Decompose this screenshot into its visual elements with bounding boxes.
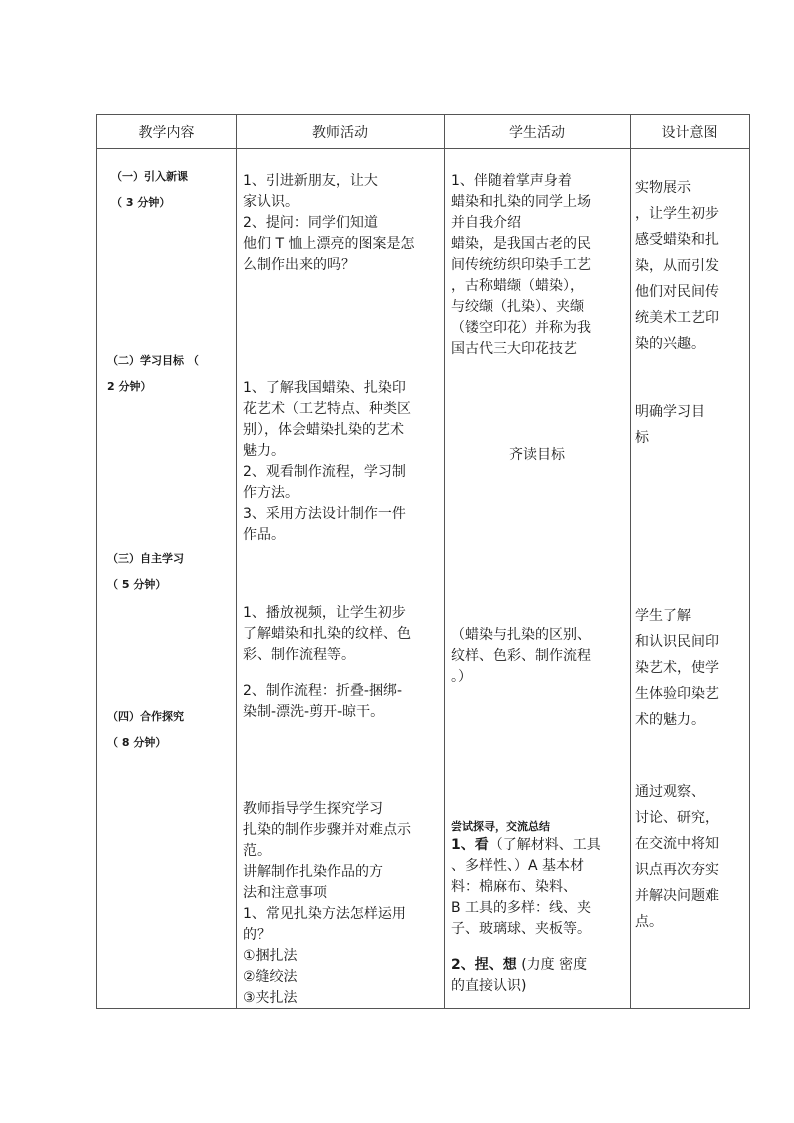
section-title: （一）引入新课 (111, 170, 188, 183)
text-line: 么制作出来的吗？ (243, 257, 355, 273)
text-line: 染制-漂洗-剪开-晾干。 (243, 704, 385, 720)
text-line: 家认识。 (243, 194, 299, 210)
text-line: 2、提问：同学们知道 (243, 215, 378, 231)
section-title: （二）学习目标 （ (107, 354, 199, 367)
text-line: 染，从而引发 (635, 258, 719, 274)
text-line: 学生了解 (635, 608, 691, 624)
text-line: 在交流中将知 (635, 836, 719, 852)
student-block-objectives: 齐读目标 (509, 447, 565, 463)
text-line: B 工具的多样：线、夹 (451, 900, 592, 916)
text-line: 讨论、研究， (635, 810, 719, 826)
intent-block-cooperation (635, 779, 719, 935)
text-line: 统美术工艺印 (635, 310, 719, 326)
text-line (451, 835, 601, 856)
text-line: 1、伴随着掌声身着 (451, 173, 572, 189)
intent-block-self-study (635, 603, 719, 733)
section-duration: （ 5 分钟） (107, 578, 167, 591)
text-line: 了解蜡染和扎染的纹样、色 (243, 626, 411, 642)
text-line: 标 (635, 430, 649, 446)
intent-block-intro (635, 175, 719, 357)
text-line (243, 666, 411, 681)
text-line: （蜡染与扎染的区别、 (451, 627, 591, 643)
text-line: 识点再次夯实 (635, 862, 719, 878)
section-self-study (107, 546, 184, 598)
text-line: 2、制作流程：折叠-捆绑- (243, 683, 403, 699)
text-line: ③夹扎法 (243, 990, 298, 1006)
text-line: 、多样性、）A 基本材 (451, 858, 585, 874)
text-span: (力度 密度 (516, 957, 588, 973)
text-line (451, 955, 601, 976)
text-line: 魅力。 (243, 443, 285, 459)
text-line: 料：棉麻布、染料、 (451, 879, 577, 895)
text-line: 蜡染和扎染的同学上场 (451, 194, 591, 210)
text-line: 点。 (635, 914, 663, 930)
text-line: 通过观察、 (635, 784, 705, 800)
teacher-block-self-study (243, 603, 411, 723)
text-line: 染的兴趣。 (635, 336, 705, 352)
text-line: 讲解制作扎染作品的方 (243, 864, 383, 880)
text-line: 国古代三大印花技艺 (451, 341, 577, 357)
lesson-table (96, 114, 750, 1009)
text-line: 1、引进新朋友，让大 (243, 173, 378, 189)
text-line: 他们对民间传 (635, 284, 719, 300)
text-line: ②缝绞法 (243, 969, 298, 985)
text-line: 蜡染，是我国古老的民 (451, 236, 591, 252)
text-line: 与绞缬（扎染）、夹缬 (451, 299, 584, 315)
column-divider (236, 115, 237, 1008)
section-objectives (107, 348, 199, 400)
student-block-intro (451, 171, 591, 360)
text-line: 扎染的制作步骤并对难点示 (243, 822, 411, 838)
teacher-block-intro (243, 171, 414, 276)
text-line: 别），体会蜡染扎染的艺术 (243, 422, 404, 438)
text-line: 纹样、色彩、制作流程 (451, 648, 591, 664)
text-line: 染艺术，使学 (635, 660, 719, 676)
student-block-self-study (451, 625, 591, 688)
text-line: 的？ (243, 927, 271, 943)
header-teaching-content: 教学内容 (138, 124, 195, 141)
text-line: ，古称蜡缬（蜡染）， (451, 278, 584, 294)
header-divider (97, 148, 749, 149)
header-student-activity: 学生活动 (509, 124, 565, 141)
spacer (451, 940, 601, 955)
text-line: 术的魅力。 (635, 712, 705, 728)
text-line: 1、播放视频，让学生初步 (243, 605, 406, 621)
text-line: ①捆扎法 (243, 948, 298, 964)
section-intro (111, 164, 188, 216)
text-line: 作方法。 (243, 485, 299, 501)
text-line: 花艺术（工艺特点、种类区 (243, 401, 411, 417)
text-line: 2、观看制作流程，学习制 (243, 464, 406, 480)
text-line: 彩、制作流程等。 (243, 647, 355, 663)
text-line: 他们 T 恤上漂亮的图案是怎 (243, 236, 415, 252)
teacher-block-objectives (243, 378, 411, 546)
text-span: （了解材料、工具 (488, 837, 601, 853)
section-title: （四）合作探究 (107, 710, 184, 723)
text-line: 感受蜡染和扎 (635, 232, 719, 248)
text-bold: 2、捏、想 (451, 957, 517, 973)
text-line: 1、常见扎染方法怎样运用 (243, 906, 406, 922)
text-line: 间传统纺织印染手工艺 (451, 257, 591, 273)
block-heading: 尝试探寻，交流总结 (451, 820, 550, 833)
header-teacher-activity: 教师活动 (312, 124, 368, 141)
text-line: 1、了解我国蜡染、扎染印 (243, 380, 406, 396)
text-line: 作品。 (243, 527, 285, 543)
text-line: 并解决问题难 (635, 888, 719, 904)
text-line: 的直接认识) (451, 978, 527, 994)
text-line: 3、采用方法设计制作一件 (243, 506, 406, 522)
text-line: 生体验印染艺 (635, 686, 719, 702)
intent-block-objectives (635, 399, 705, 451)
column-divider (630, 115, 631, 1008)
text-line: 实物展示 (635, 180, 691, 196)
column-divider (444, 115, 445, 1008)
section-duration: （ 3 分钟） (111, 196, 171, 209)
teacher-block-cooperation (243, 799, 411, 1009)
header-design-intent: 设计意图 (661, 124, 718, 141)
text-bold: 1、看 (451, 837, 489, 853)
text-line: 。） (451, 669, 472, 685)
text-line: 和认识民间印 (635, 634, 719, 650)
text-line: 范。 (243, 843, 271, 859)
student-block-cooperation (451, 819, 601, 997)
text-line: （镂空印花）并称为我 (451, 320, 591, 336)
section-cooperation (107, 704, 184, 756)
text-line: ，让学生初步 (635, 206, 719, 222)
section-duration: 2 分钟） (107, 380, 152, 393)
text-line: 明确学习目 (635, 404, 705, 420)
text-line: 教师指导学生探究学习 (243, 801, 383, 817)
text-line: 子、玻璃球、夹板等。 (451, 921, 591, 937)
section-title: （三）自主学习 (107, 552, 184, 565)
text-line: 并自我介绍 (451, 215, 521, 231)
section-duration: （ 8 分钟） (107, 736, 167, 749)
text-line: 法和注意事项 (243, 885, 327, 901)
